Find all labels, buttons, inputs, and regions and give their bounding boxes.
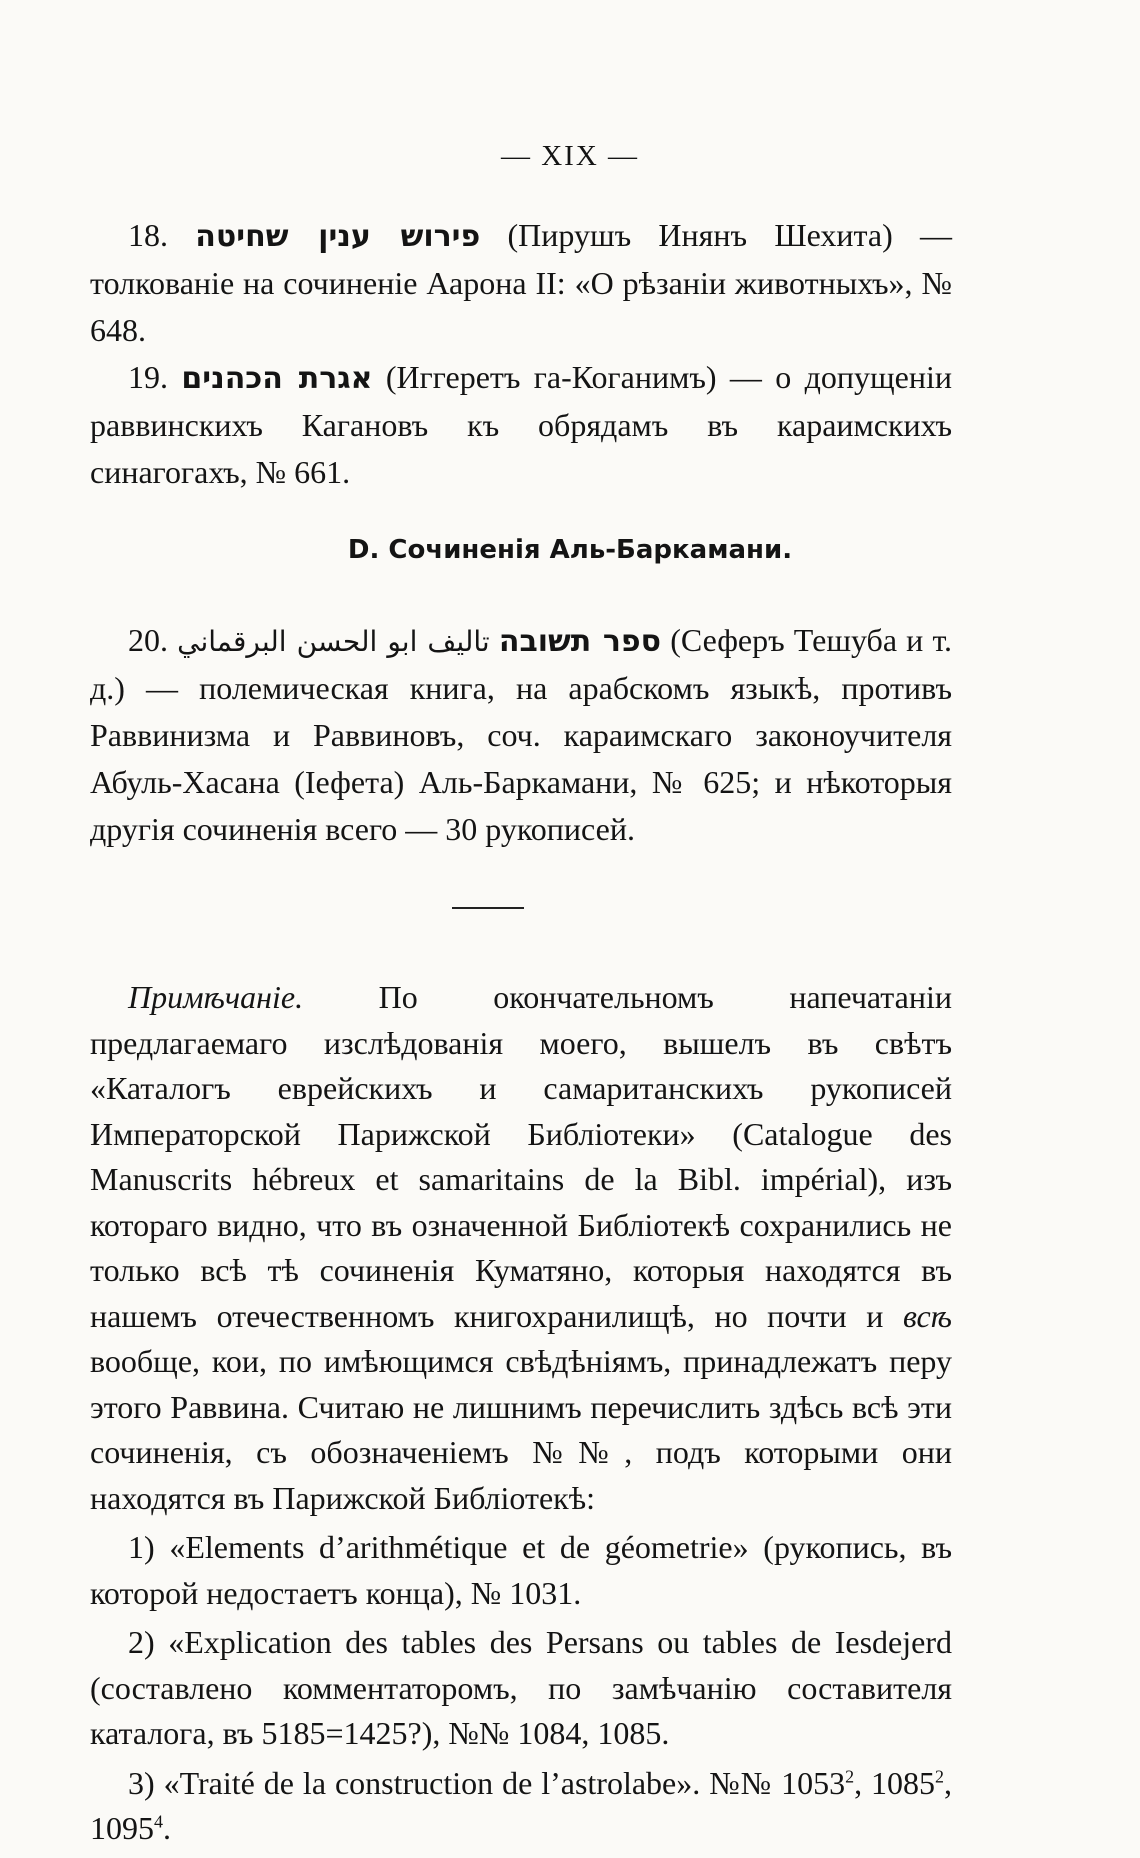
arabic-title: تاليف ابو الحسن البرقماني [177,625,490,658]
list-item: 1) «Elements d’arithmétique et de géometrie» (рукопись, въ которой недостаетъ конца), № 1031. [90,1529,952,1611]
emphasis: всѣ [902,1297,952,1334]
list-item: 2) «Explication des tables des Persans ou tables de Iesdejerd (составлено комментаторомъ, по замѣчанію составителя каталога, въ 5185=1425?), №№ 1084, 1085. [90,1624,952,1751]
entry-19: 19. אגרת הכהנים (Иггеретъ га-Коганимъ) — о допущеніи раввинскихъ Кагановъ къ обрядамъ въ караимскихъ синагогахъ, № 661. [90,359,953,490]
list-item: 3) «Traité de la construction de l’astrolabe». №№ 1053$^2$, 1085$^2$, 1095$^4$. [90,1764,953,1846]
note-label: Примѣчаніе. [128,979,304,1015]
section-heading: D. Сочиненія Аль-Баркамани. [347,535,793,565]
entry-18: 18. פירוש ענין שחיטה (Пирушъ Инянъ Шехита) — толкованіе на сочиненіе Аарона II: «О рѣзаніи животныхъ», № 648. [90,217,953,348]
hebrew-title: אגרת הכהנים [181,361,373,396]
note-block [90,975,952,1852]
entry-20: 20. تاليف ابو الحسن البرقماني ספר תשובה (Сеферъ Тешуба и т. д.) — полемическая книга, на арабскомъ языкѣ, противъ Раввинизма и Раввиновъ, соч. караимскаго законоучителя Абуль-Хасана (Іефета) Аль-Баркамани, № 625; и нѣкоторыя другія сочиненія всего — 30 рукописей. [90,622,953,847]
hebrew-title: פירוש ענין שחיטה [195,219,481,254]
section-divider [452,907,524,909]
entry-20-block [90,617,952,853]
note-paragraph: Примѣчаніе. По окончательномъ напечатаніи предлагаемаго изслѣдованія моего, вышелъ въ свѣтъ «Каталогъ еврейскихъ и самаританскихъ рукописей Императорской Парижской Библіотеки» (Catalogue des Manuscrits hébreux et samaritains de la Bibl. impérial), изъ котораго видно, что въ означенной Библіотекѣ сохранились не только всѣ тѣ сочиненія Куматяно, которыя находятся въ нашемъ отечественномъ книгохранилищѣ, но почти и всѣ вообще, кои, по имѣющимся свѣдѣніямъ, принадлежатъ перу этого Раввина. Считаю не лишнимъ перечислить здѣсь всѣ эти сочиненія, съ обозначеніемъ №№, подъ которыми они находятся въ Парижской Библіотекѣ: [90,979,953,1516]
entries-block [90,212,952,496]
page-number: — XIX — [500,140,640,172]
hebrew-title: ספר תשובה [498,624,662,659]
